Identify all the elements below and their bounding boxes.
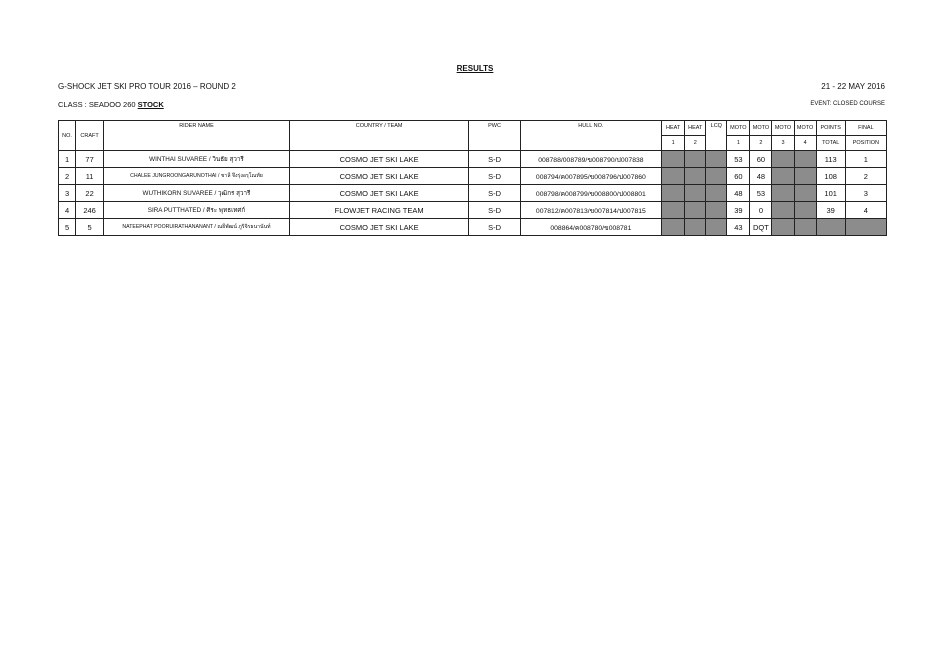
cell-team: COSMO JET SKI LAKE [289, 185, 469, 202]
cell-position: 2 [845, 168, 886, 185]
header-heat-2: HEAT [685, 121, 706, 136]
cell-craft: 22 [76, 185, 104, 202]
cell-pwc: S-D [469, 185, 520, 202]
cell-team: FLOWJET RACING TEAM [289, 202, 469, 219]
cell-heat-2 [685, 219, 706, 236]
header-moto-1-num: 1 [727, 136, 750, 151]
cell-lcq [706, 219, 727, 236]
class-prefix: CLASS : SEADOO 260 [58, 100, 138, 109]
cell-rider: WUTHIKORN SUVAREE / วุฒิกร สุวารี [104, 185, 290, 202]
cell-hull: 008798/ค008799/ข008800/ป008801 [520, 185, 662, 202]
cell-position: 4 [845, 202, 886, 219]
cell-moto-3 [772, 151, 794, 168]
header-country-team: COUNTRY / TEAM [289, 121, 469, 151]
header-moto-3: MOTO [772, 121, 794, 136]
header-position: POSITION [845, 136, 886, 151]
header-no: NO. [59, 121, 76, 151]
cell-heat-2 [685, 202, 706, 219]
cell-moto-4 [794, 151, 816, 168]
cell-craft: 5 [76, 219, 104, 236]
header-lcq: LCQ [706, 121, 727, 151]
event-name: G-SHOCK JET SKI PRO TOUR 2016 – ROUND 2 [58, 82, 236, 91]
cell-no: 4 [59, 202, 76, 219]
cell-pwc: S-D [469, 202, 520, 219]
header-pwc: PWC [469, 121, 520, 151]
cell-moto-3 [772, 202, 794, 219]
cell-total: 108 [816, 168, 845, 185]
header-moto-1: MOTO [727, 121, 750, 136]
cell-position: 3 [845, 185, 886, 202]
cell-total: 101 [816, 185, 845, 202]
cell-moto-3 [772, 185, 794, 202]
cell-moto-2: 60 [750, 151, 772, 168]
cell-moto-4 [794, 185, 816, 202]
table-row [59, 168, 887, 185]
cell-craft: 77 [76, 151, 104, 168]
cell-lcq [706, 185, 727, 202]
cell-hull: 007812/ค007813/ข007814/ป007815 [520, 202, 662, 219]
header-moto-4-num: 4 [794, 136, 816, 151]
cell-craft: 11 [76, 168, 104, 185]
cell-moto-2: 0 [750, 202, 772, 219]
table-row [59, 151, 887, 168]
cell-rider: SIRA PUTTHATED / ศิระ พุทธเทศก์ [104, 202, 290, 219]
cell-heat-1 [662, 185, 685, 202]
cell-moto-1: 43 [727, 219, 750, 236]
header-moto-2-num: 2 [750, 136, 772, 151]
cell-heat-2 [685, 168, 706, 185]
header-moto-2: MOTO [750, 121, 772, 136]
header-moto-4: MOTO [794, 121, 816, 136]
cell-craft: 246 [76, 202, 104, 219]
table-body [59, 151, 887, 236]
cell-heat-1 [662, 168, 685, 185]
cell-no: 3 [59, 185, 76, 202]
cell-team: COSMO JET SKI LAKE [289, 151, 469, 168]
cell-position [845, 219, 886, 236]
header-craft: CRAFT [76, 121, 104, 151]
cell-moto-2: 48 [750, 168, 772, 185]
cell-heat-2 [685, 151, 706, 168]
cell-moto-4 [794, 168, 816, 185]
cell-moto-3 [772, 219, 794, 236]
cell-moto-1: 60 [727, 168, 750, 185]
header-rider-name: RIDER NAME [104, 121, 290, 151]
table-row [59, 185, 887, 202]
header-final: FINAL [845, 121, 886, 136]
class-name: STOCK [137, 100, 164, 109]
cell-hull: 008794/ค007895/ข008796/ป007860 [520, 168, 662, 185]
cell-heat-1 [662, 219, 685, 236]
header-hull-no: HULL NO. [520, 121, 662, 151]
table-row [59, 202, 887, 219]
cell-moto-4 [794, 202, 816, 219]
header-heat-1-num: 1 [662, 136, 685, 151]
cell-heat-1 [662, 151, 685, 168]
cell-pwc: S-D [469, 168, 520, 185]
cell-no: 1 [59, 151, 76, 168]
cell-moto-1: 39 [727, 202, 750, 219]
cell-rider: WINTHAI SUVAREE / วินธัย สุวารี [104, 151, 290, 168]
cell-total: 39 [816, 202, 845, 219]
cell-rider: CHALEE JUNGROONGARUNOTHAI / ชาลี จึงรุ่งอรุโณทัย [104, 168, 290, 185]
header-heat-1: HEAT [662, 121, 685, 136]
cell-pwc: S-D [469, 219, 520, 236]
cell-total: 113 [816, 151, 845, 168]
cell-no: 2 [59, 168, 76, 185]
event-date: 21 - 22 MAY 2016 [821, 82, 885, 91]
cell-moto-2: 53 [750, 185, 772, 202]
cell-hull: 008788/008789/ข008790/ป007838 [520, 151, 662, 168]
cell-team: COSMO JET SKI LAKE [289, 168, 469, 185]
cell-team: COSMO JET SKI LAKE [289, 219, 469, 236]
cell-lcq [706, 151, 727, 168]
cell-position: 1 [845, 151, 886, 168]
table-row [59, 219, 887, 236]
cell-total [816, 219, 845, 236]
header-points: POINTS [816, 121, 845, 136]
results-table [58, 120, 887, 236]
cell-moto-1: 48 [727, 185, 750, 202]
cell-heat-1 [662, 202, 685, 219]
cell-hull: 008864/ค008780/ข008781 [520, 219, 662, 236]
header-moto-3-num: 3 [772, 136, 794, 151]
class-label [58, 100, 164, 109]
event-type: EVENT: CLOSED COURSE [810, 101, 885, 107]
cell-pwc: S-D [469, 151, 520, 168]
cell-moto-2: DQT [750, 219, 772, 236]
page-title: RESULTS [456, 64, 494, 73]
cell-lcq [706, 168, 727, 185]
cell-rider: NATEEPHAT POORUIRATHANANANT / ณธีพัฒน์ ภูริจิรธนานันท์ [104, 219, 290, 236]
cell-lcq [706, 202, 727, 219]
cell-heat-2 [685, 185, 706, 202]
header-total: TOTAL [816, 136, 845, 151]
header-heat-2-num: 2 [685, 136, 706, 151]
cell-moto-4 [794, 219, 816, 236]
table-header [59, 121, 887, 151]
cell-no: 5 [59, 219, 76, 236]
cell-moto-1: 53 [727, 151, 750, 168]
cell-moto-3 [772, 168, 794, 185]
